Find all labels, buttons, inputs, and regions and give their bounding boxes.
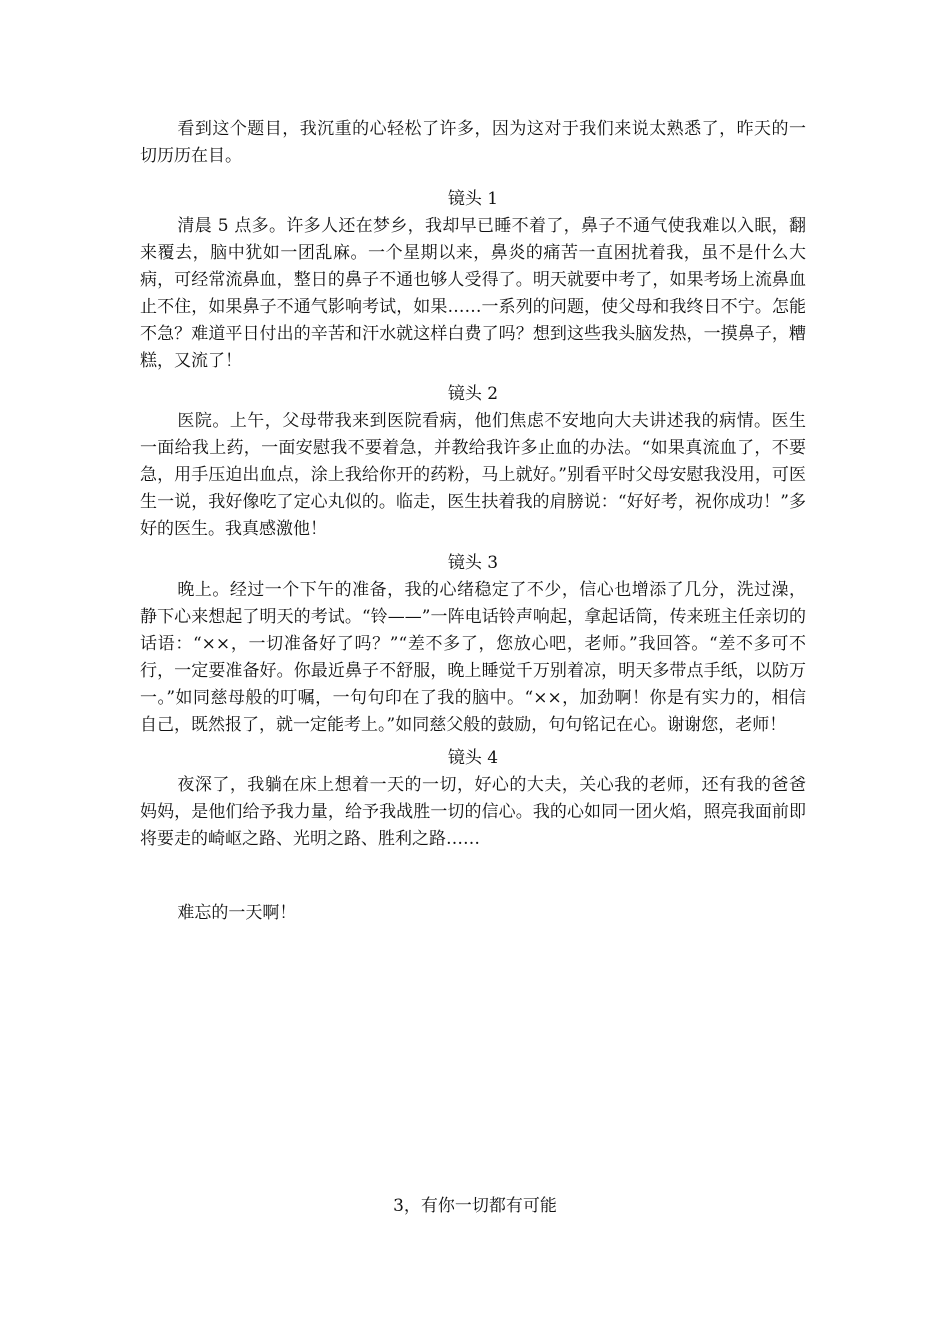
section-1-text: 清晨 5 点多。许多人还在梦乡，我却早已睡不着了，鼻子不通气使我难以入眠，翻来覆去，脑中犹如一团乱麻。一个星期以来，鼻炎的痛苦一直困扰着我，虽不是什么大病，可经常流鼻血，整日的鼻子不通也够人受得了。明天就要中考了，如果考场上流鼻血止不住，如果鼻子不通气影响考试，如果……一系列的问题，使父母和我终日不宁。怎能不急？难道平日付出的辛苦和汗水就这样白费了吗？想到这些我头脑发热，一摸鼻子，糟糕，又流了！ [140,216,806,371]
section-2-text: 医院。上午，父母带我来到医院看病，他们焦虑不安地向大夫讲述我的病情。医生一面给我上药，一面安慰我不要着急，并教给我许多止血的办法。“如果真流血了，不要急，用手压迫出血点，涂上我给你开的药粉，马上就好。”别看平时父母安慰我没用，可医生一说，我好像吃了定心丸似的。临走，医生扶着我的肩膀说：“好好考，祝你成功！”多好的医生。我真感激他！ [140,411,806,539]
intro-paragraph [140,116,806,170]
section-2-body [140,408,806,543]
closing-text: 难忘的一天啊！ [177,903,297,923]
section-4-body [140,772,806,853]
closing-paragraph [140,900,806,927]
section-2-heading: 镜头 2 [447,384,499,404]
section-4-heading: 镜头 4 [447,748,499,768]
next-essay-title: 3，有你一切都有可能 [393,1196,557,1216]
intro-text: 看到这个题目，我沉重的心轻松了许多，因为这对于我们来说太熟悉了，昨天的一切历历在目。 [140,119,806,166]
section-1-body [140,213,806,375]
section-3-heading: 镜头 3 [447,553,499,573]
section-3-text: 晚上。经过一个下午的准备，我的心绪稳定了不少，信心也增添了几分，洗过澡，静下心来想起了明天的考试。“铃——”一阵电话铃声响起，拿起话筒，传来班主任亲切的话语：“××，一切准备好了吗？”“差不多了，您放心吧，老师。”我回答。“差不多可不行，一定要准备好。你最近鼻子不舒服，晚上睡觉千万别着凉，明天多带点手纸，以防万一。”如同慈母般的叮嘱，一句句印在了我的脑中。“××，加劲啊！你是有实力的，相信自己，既然报了，就一定能考上。”如同慈父般的鼓励，句句铭记在心。谢谢您，老师！ [140,580,806,735]
section-3-body [140,577,806,739]
section-4-text: 夜深了，我躺在床上想着一天的一切，好心的大夫，关心我的老师，还有我的爸爸妈妈，是他们给予我力量，给予我战胜一切的信心。我的心如同一团火焰，照亮我面前即将要走的崎岖之路、光明之路、胜利之路…… [140,775,806,849]
section-1-heading: 镜头 1 [447,189,499,209]
